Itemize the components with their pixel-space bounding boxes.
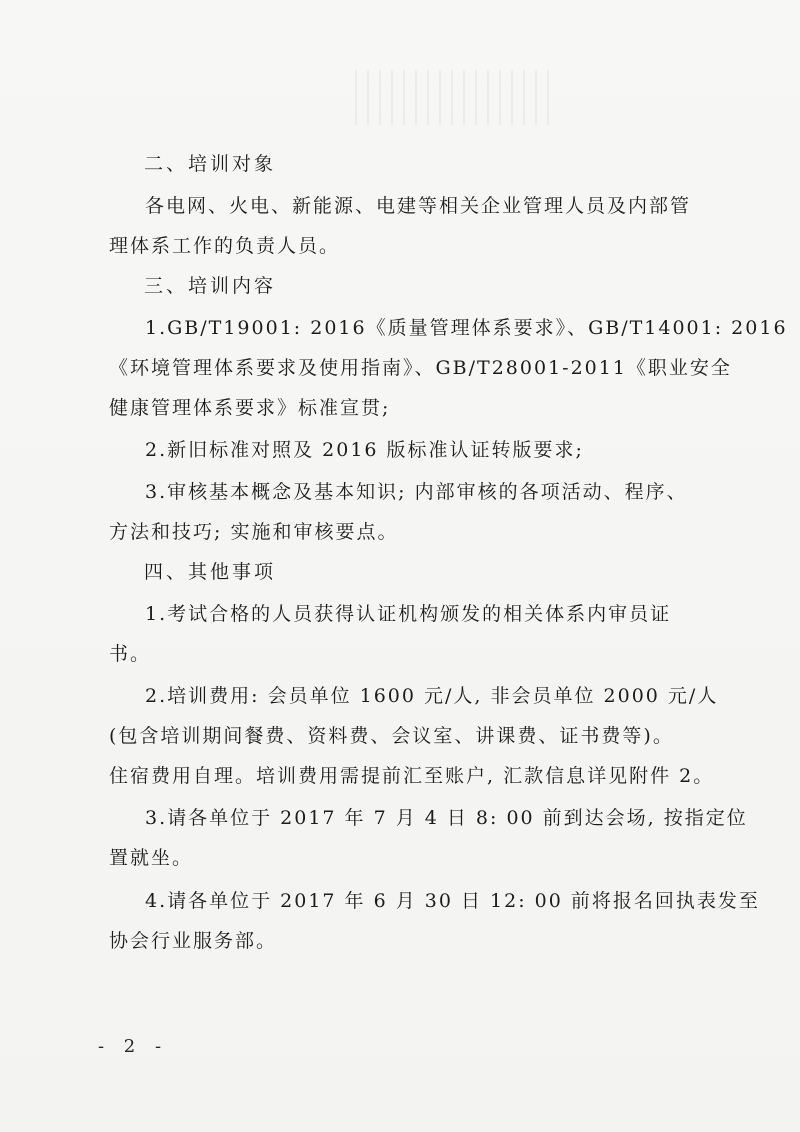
paragraph-line: 置就坐。: [109, 847, 194, 869]
paragraph-line: 《环境管理体系要求及使用指南》、GB/T28001-2011《职业安全: [109, 357, 732, 379]
paragraph-line: 各电网、火电、新能源、电建等相关企业管理人员及内部管: [145, 195, 692, 217]
faint-background-stamp: [355, 70, 555, 125]
paragraph-line: 协会行业服务部。: [109, 930, 278, 952]
section-heading-other-matters: 四、其他事项: [144, 561, 277, 583]
paragraph-line: 2.培训费用: 会员单位 1600 元/人, 非会员单位 2000 元/人: [145, 685, 719, 707]
paragraph-line: 3.审核基本概念及基本知识; 内部审核的各项活动、程序、: [145, 481, 688, 503]
paragraph-line: 4.请各单位于 2017 年 6 月 30 日 12: 00 前将报名回执表发至: [145, 890, 760, 912]
paragraph-line: 住宿费用自理。培训费用需提前汇至账户, 汇款信息详见附件 2。: [109, 765, 715, 787]
paragraph-line: 3.请各单位于 2017 年 7 月 4 日 8: 00 前到达会场, 按指定位: [145, 807, 748, 829]
section-heading-training-audience: 二、培训对象: [144, 153, 277, 175]
paragraph-line: 理体系工作的负责人员。: [109, 235, 341, 257]
paragraph-line: 方法和技巧; 实施和审核要点。: [109, 521, 399, 543]
paragraph-line: 2.新旧标准对照及 2016 版标准认证转版要求;: [145, 439, 584, 461]
paragraph-line: 书。: [109, 643, 152, 665]
section-heading-training-content: 三、培训内容: [144, 275, 277, 297]
paragraph-line: 健康管理体系要求》标准宣贯;: [109, 397, 391, 419]
paragraph-line: (包含培训期间餐费、资料费、会议室、讲课费、证书费等)。: [109, 725, 674, 747]
page-number: - 2 -: [98, 1036, 169, 1057]
paragraph-line: 1.GB/T19001: 2016《质量管理体系要求》、GB/T14001: 2016: [145, 317, 788, 339]
paragraph-line: 1.考试合格的人员获得认证机构颁发的相关体系内审员证: [145, 603, 672, 625]
document-content: [109, 145, 788, 961]
